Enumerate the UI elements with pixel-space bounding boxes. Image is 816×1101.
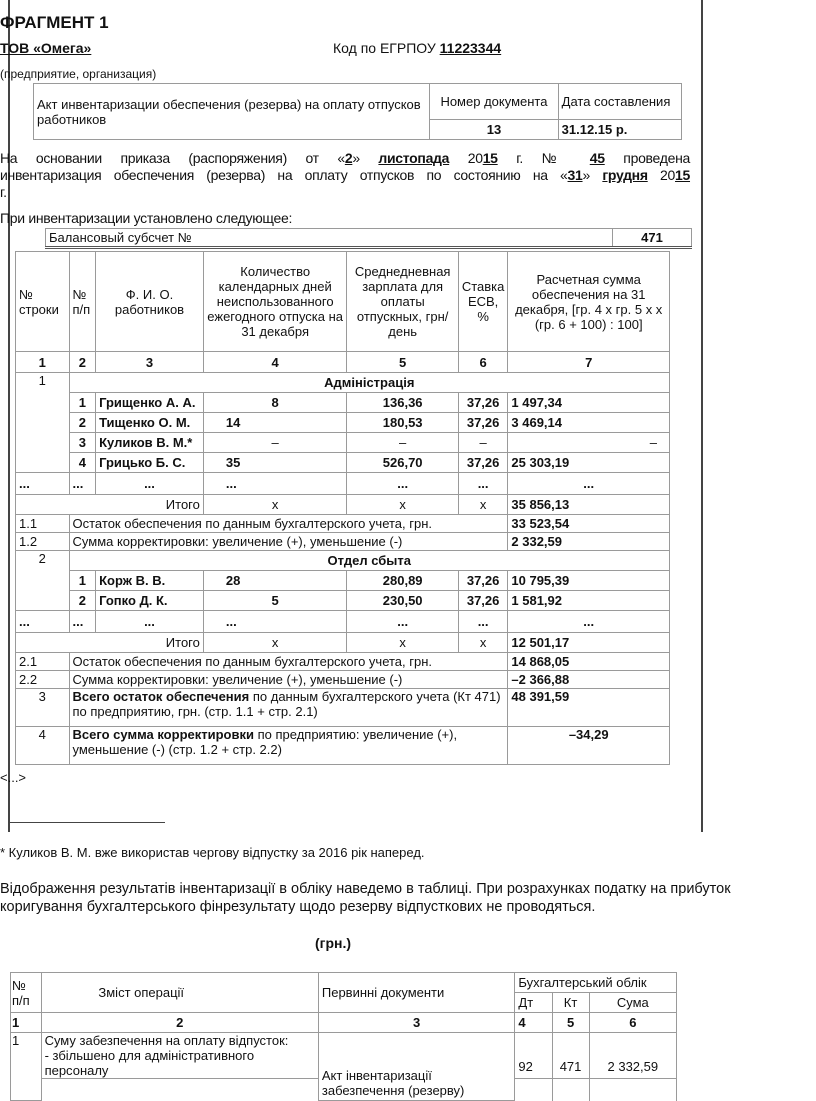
col-number: 3	[318, 1013, 515, 1033]
employee-name: Тищенко О. М.	[96, 413, 204, 433]
col-header-accounting: Бухгалтерський облік	[515, 973, 677, 993]
operation-content	[41, 1033, 318, 1079]
reflection-paragraph: Відображення результатів інвентаризації в обліку наведемо в таблиці. При розрахунках податку на прибуток коригування бухгалтерського фінрезультату щодо резерву відпусткових не проводяться.	[0, 881, 731, 915]
col-header-docs: Первинні документи	[318, 973, 515, 1013]
total-adjustment-row	[16, 727, 670, 765]
accounting-table	[10, 972, 677, 1101]
employee-sum: 1 497,34	[508, 393, 670, 413]
employee-salary: 230,50	[347, 591, 458, 611]
subaccount-value: 471	[613, 229, 692, 248]
col-number: 6	[589, 1013, 676, 1033]
total-x: х	[458, 495, 508, 515]
adjustment-label: Сумма корректировки: увеличение (+), уменьшение (-)	[69, 533, 508, 551]
employee-salary: 180,53	[347, 413, 458, 433]
employee-number: 4	[69, 453, 96, 473]
operation-number: 1	[11, 1033, 42, 1101]
total-balance-value: 48 391,59	[508, 689, 670, 727]
empty-cell	[589, 1079, 676, 1101]
left-frame-line	[8, 0, 10, 832]
adjustment-value: –2 366,88	[508, 671, 670, 689]
doc-number: 13	[430, 120, 558, 140]
balance-label: Остаток обеспечения по данным бухгалтерского учета, грн.	[69, 515, 508, 533]
debit-account: 92	[515, 1033, 552, 1079]
employee-salary: –	[347, 433, 458, 453]
col-header-kt: Кт	[552, 993, 589, 1013]
empty-cell	[41, 1079, 318, 1101]
ellipsis: ...	[69, 473, 96, 495]
employee-days: –	[203, 433, 347, 453]
row-number: 3	[16, 689, 70, 727]
employee-name: Грищенко А. А.	[96, 393, 204, 413]
adjustment-row	[16, 533, 670, 551]
total-balance-row	[16, 689, 670, 727]
adjustment-row	[16, 671, 670, 689]
company-caption: (предприятие, организация)	[0, 67, 157, 81]
col-number: 2	[41, 1013, 318, 1033]
intro-text: 20	[467, 150, 483, 166]
section-header-row	[16, 373, 670, 393]
col-header-salary: Среднедневная зарплата для оплаты отпускных, грн/день	[347, 252, 458, 352]
employee-esv: –	[458, 433, 508, 453]
ellipsis: ...	[203, 611, 347, 633]
total-row	[16, 495, 670, 515]
balance-row	[16, 515, 670, 533]
col-number: 3	[96, 352, 204, 373]
ellipsis: ...	[203, 473, 347, 495]
ellipsis: ...	[508, 473, 670, 495]
col-number: 4	[515, 1013, 552, 1033]
employee-number: 2	[69, 413, 96, 433]
column-numbers-row	[16, 352, 670, 373]
omission-mark: <...>	[0, 770, 27, 785]
ellipsis: ...	[458, 611, 508, 633]
table-row	[16, 591, 670, 611]
ellipsis: ...	[508, 611, 670, 633]
col-header-content: Зміст операції	[41, 973, 318, 1013]
row-number: 2.2	[16, 671, 70, 689]
balance-value: 33 523,54	[508, 515, 670, 533]
company-name: ТОВ «Омега»	[0, 40, 92, 56]
col-number: 7	[508, 352, 670, 373]
right-frame-line	[701, 0, 703, 832]
col-header-sum: Расчетная сумма обеспечения на 31 декабря, [гр. 4 х гр. 5 х х (гр. 6 + 100) : 100]	[508, 252, 670, 352]
section-header-row	[16, 551, 670, 571]
empty-cell	[515, 1079, 552, 1101]
empty-cell	[552, 1079, 589, 1101]
employee-number: 1	[69, 571, 96, 591]
established-text: При инвентаризации установлено следующее:	[0, 210, 293, 226]
intro-text: »	[352, 150, 360, 166]
balance-row	[16, 653, 670, 671]
employee-esv: 37,26	[458, 393, 508, 413]
employee-days: 5	[203, 591, 347, 611]
adjustment-value: 2 332,59	[508, 533, 670, 551]
order-year: 15	[482, 150, 498, 166]
total-x: х	[458, 633, 508, 653]
total-label: Итого	[16, 633, 204, 653]
table-row	[16, 571, 670, 591]
ellipsis: ...	[16, 473, 70, 495]
credit-account: 471	[552, 1033, 589, 1079]
edrpou-value: 11223344	[439, 40, 502, 56]
total-sum: 35 856,13	[508, 495, 670, 515]
total-adjustment-label-bold: Всего сумма корректировки	[72, 727, 254, 742]
row-number: 1.2	[16, 533, 70, 551]
total-x: х	[203, 495, 347, 515]
ellipsis: ...	[69, 611, 96, 633]
edrpou-block	[333, 40, 501, 56]
ellipsis: ...	[347, 473, 458, 495]
order-number: 45	[589, 150, 605, 166]
subaccount-label: Балансовый субсчет №	[46, 229, 613, 248]
section-row-no: 1	[16, 373, 70, 473]
balance-value: 14 868,05	[508, 653, 670, 671]
row-number: 4	[16, 727, 70, 765]
operation-content-line: Суму забезпечення на оплату відпусток:	[44, 1033, 289, 1048]
employee-esv: 37,26	[458, 413, 508, 433]
table-row	[16, 433, 670, 453]
table-row	[16, 393, 670, 413]
employee-sum: 3 469,14	[508, 413, 670, 433]
intro-paragraph-line2	[0, 167, 690, 184]
operation-content-line: - збільшено для адміністративного персоналу	[44, 1048, 255, 1078]
total-label: Итого	[16, 495, 204, 515]
employee-name: Корж В. В.	[96, 571, 204, 591]
units-label: (грн.)	[315, 935, 352, 951]
col-header-sum: Сума	[589, 993, 676, 1013]
total-adjustment-value: –34,29	[508, 727, 670, 765]
row-number: 1.1	[16, 515, 70, 533]
ellipsis: ...	[96, 611, 204, 633]
total-sum: 12 501,17	[508, 633, 670, 653]
employee-salary: 136,36	[347, 393, 458, 413]
balance-label: Остаток обеспечения по данным бухгалтерского учета, грн.	[69, 653, 508, 671]
employee-salary: 526,70	[347, 453, 458, 473]
col-header-days: Количество календарных дней неиспользованного ежегодного отпуска на 31 декабря	[203, 252, 347, 352]
column-numbers-row	[11, 1013, 677, 1033]
col-header-esv: Ставка ЕСВ, %	[458, 252, 508, 352]
employee-name: Гопко Д. К.	[96, 591, 204, 611]
total-row	[16, 633, 670, 653]
inventory-month: грудня	[602, 167, 648, 183]
total-adjustment-label-rest: по предприятию: увеличение (+), уменьшение (-) (стр. 1.2 + стр. 2.2)	[72, 727, 458, 757]
order-month: листопада	[378, 150, 450, 166]
act-title: Акт инвентаризации обеспечения (резерва) на оплату отпусков работников	[34, 84, 430, 140]
table-row	[16, 453, 670, 473]
operation-sum: 2 332,59	[589, 1033, 676, 1079]
employee-sum: 10 795,39	[508, 571, 670, 591]
employee-days: 35	[203, 453, 347, 473]
row-number: 2.1	[16, 653, 70, 671]
intro-paragraph	[0, 150, 690, 167]
col-number: 1	[16, 352, 70, 373]
col-header-dt: Дт	[515, 993, 552, 1013]
table-row	[16, 413, 670, 433]
ellipsis: ...	[96, 473, 204, 495]
total-x: х	[347, 633, 458, 653]
doc-date: 31.12.15 р.	[558, 120, 681, 140]
employee-days: 14	[203, 413, 347, 433]
subaccount-box	[45, 228, 692, 249]
col-header-name: Ф. И. О. работников	[96, 252, 204, 352]
ellipsis: ...	[347, 611, 458, 633]
doc-date-label: Дата составления	[558, 84, 681, 120]
employee-days: 8	[203, 393, 347, 413]
intro-text: проведена	[623, 150, 690, 166]
employee-esv: 37,26	[458, 591, 508, 611]
order-day: 2	[344, 150, 353, 166]
section-name: Отдел сбыта	[69, 551, 669, 571]
col-header-no: № п/п	[11, 973, 42, 1013]
adjustment-label: Сумма корректировки: увеличение (+), уменьшение (-)	[69, 671, 508, 689]
employee-number: 2	[69, 591, 96, 611]
total-x: х	[203, 633, 347, 653]
col-number: 2	[69, 352, 96, 373]
total-adjustment-label	[69, 727, 508, 765]
edrpou-label: Код по ЕГРПОУ	[333, 40, 436, 56]
intro-text: 20	[660, 167, 676, 183]
intro-text: г. №	[516, 150, 572, 166]
footnote-separator	[8, 822, 165, 823]
employee-sum: –	[508, 433, 670, 453]
primary-document: Акт інвентаризації забезпечення (резерву)	[318, 1033, 515, 1101]
col-number: 4	[203, 352, 347, 373]
footnote: * Куликов В. М. вже використав чергову відпустку за 2016 рік наперед.	[0, 845, 425, 860]
employee-salary: 280,89	[347, 571, 458, 591]
inventory-year: 15	[675, 167, 691, 183]
employee-name: Грицько Б. С.	[96, 453, 204, 473]
employee-sum: 25 303,19	[508, 453, 670, 473]
section-row-no: 2	[16, 551, 70, 611]
ellipsis-row	[16, 611, 670, 633]
employee-number: 1	[69, 393, 96, 413]
total-x: х	[347, 495, 458, 515]
intro-text: »	[582, 167, 591, 183]
intro-text: инвентаризация обеспечения (резерва) на оплату отпусков по состоянию на «	[0, 167, 568, 183]
intro-paragraph-line3: г.	[0, 184, 7, 200]
employee-esv: 37,26	[458, 453, 508, 473]
intro-text: На основании приказа (распоряжения) от «	[0, 150, 345, 166]
fragment-title: ФРАГМЕНТ 1	[0, 13, 109, 32]
inventory-table	[15, 251, 670, 765]
employee-esv: 37,26	[458, 571, 508, 591]
table-row	[11, 1033, 677, 1079]
total-balance-label-bold: Всего остаток обеспечения	[72, 689, 250, 704]
ellipsis-row	[16, 473, 670, 495]
employee-name: Куликов В. М.*	[96, 433, 204, 453]
employee-sum: 1 581,92	[508, 591, 670, 611]
col-number: 6	[458, 352, 508, 373]
doc-number-label: Номер документа	[430, 84, 558, 120]
document-box	[33, 83, 682, 140]
inventory-day: 31	[567, 167, 583, 183]
col-header-row-no: № строки	[16, 252, 70, 352]
col-number: 5	[552, 1013, 589, 1033]
col-number: 5	[347, 352, 458, 373]
ellipsis: ...	[458, 473, 508, 495]
ellipsis: ...	[16, 611, 70, 633]
total-balance-label	[69, 689, 508, 727]
total-balance-label-rest: по данным бухгалтерского учета (Кт 471) по предприятию, грн. (стр. 1.1 + стр. 2.1)	[72, 689, 501, 719]
header-row	[16, 252, 670, 352]
col-header-pp: № п/п	[69, 252, 96, 352]
employee-number: 3	[69, 433, 96, 453]
col-number: 1	[11, 1013, 42, 1033]
section-name: Адміністрація	[69, 373, 669, 393]
employee-days: 28	[203, 571, 347, 591]
